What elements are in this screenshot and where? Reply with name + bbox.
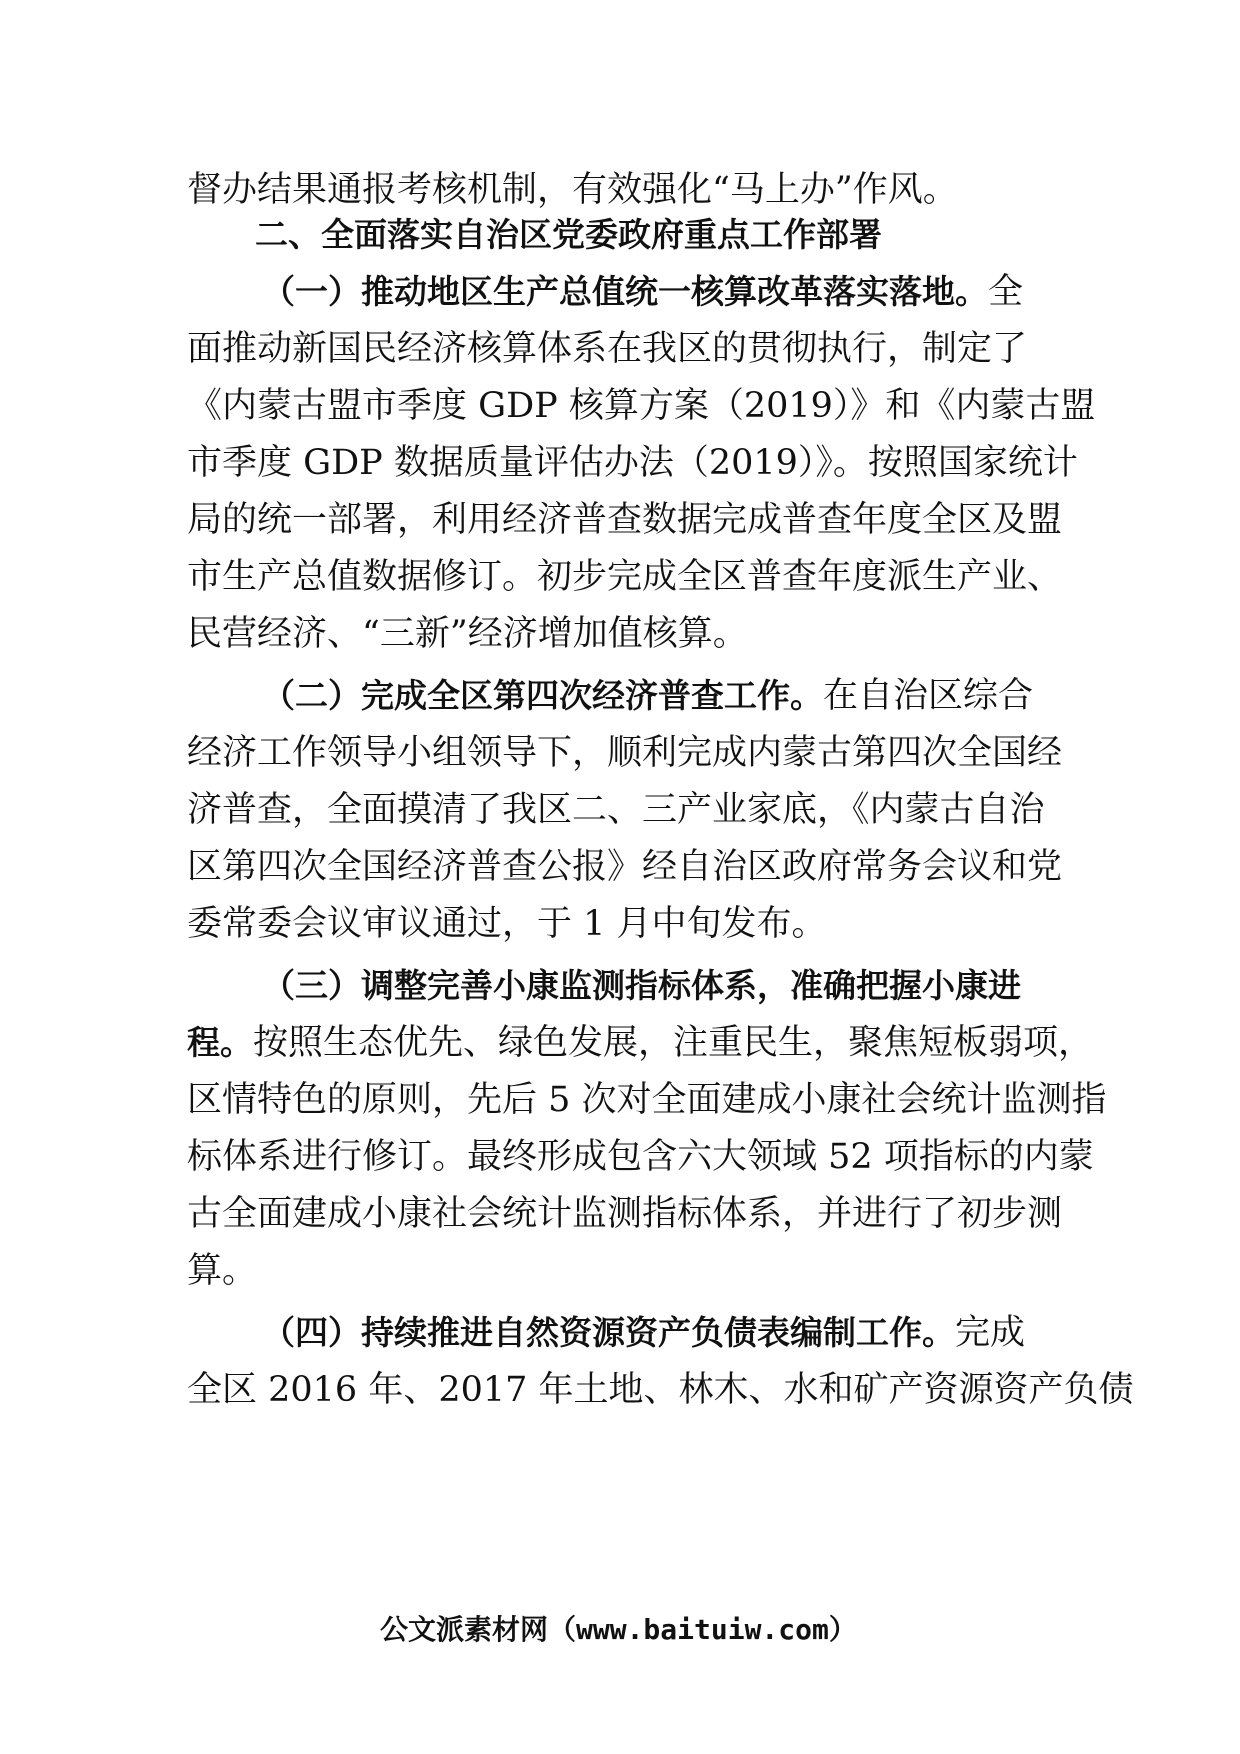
paragraph-line: 民营经济、“三新”经济增加值核算。 xyxy=(187,614,748,654)
paragraph-line: 委常委会议审议通过，于 1 月中旬发布。 xyxy=(187,904,827,944)
subsection-3-second-line xyxy=(187,1021,1094,1065)
subsection-3-title-end: 程。 xyxy=(187,1023,253,1062)
paragraph-line: 济普查，全面摸清了我区二、三产业家底，《内蒙古自治 xyxy=(187,790,1045,830)
paragraph-line: 经济工作领导小组领导下，顺利完成内蒙古第四次全国经 xyxy=(187,733,1063,773)
paragraph-line: 区情特色的原则，先后 5 次对全面建成小康社会统计监测指 xyxy=(187,1080,1107,1120)
paragraph-line: 局的统一部署，利用经济普查数据完成普查年度全区及盟 xyxy=(187,500,1063,540)
subsection-2-title: （二）完成全区第四次经济普查工作。 xyxy=(262,676,823,715)
section-heading: 二、全面落实自治区党委政府重点工作部署 xyxy=(255,215,882,254)
paragraph-text: 全 xyxy=(988,272,1024,312)
paragraph-text: 在自治区综合 xyxy=(823,676,1034,716)
paragraph-line: 市季度 GDP 数据质量评估办法（2019）》。按照国家统计 xyxy=(187,443,1078,483)
paragraph-line: 全区 2016 年、2017 年土地、林木、水和矿产资源资产负债 xyxy=(187,1370,1134,1410)
paragraph-line: 市生产总值数据修订。初步完成全区普查年度派生产业、 xyxy=(187,557,1063,597)
paragraph-line: 标体系进行修订。最终形成包含六大领域 52 项指标的内蒙 xyxy=(187,1137,1094,1177)
paragraph-line: 区第四次全国经济普查公报》经自治区政府常务会议和党 xyxy=(187,847,1063,887)
paragraph-text: 完成 xyxy=(955,1313,1026,1353)
subsection-4-title: （四）持续推进自然资源资产负债表编制工作。 xyxy=(262,1313,955,1352)
subsection-2-first-line xyxy=(262,674,1142,718)
subsection-3-title: （三）调整完善小康监测指标体系，准确把握小康进 xyxy=(262,966,1021,1005)
subsection-1-title: （一）推动地区生产总值统一核算改革落实落地。 xyxy=(262,272,988,311)
subsection-4-first-line xyxy=(262,1311,1142,1355)
paragraph-line: 督办结果通报考核机制，有效强化“马上办”作风。 xyxy=(187,170,958,210)
paragraph-line: 古全面建成小康社会统计监测指标体系，并进行了初步测 xyxy=(187,1194,1063,1234)
subsection-1-first-line xyxy=(262,270,1142,314)
paragraph-text: 按照生态优先、绿色发展，注重民生，聚焦短板弱项， xyxy=(253,1023,1094,1063)
paragraph-line: 面推动新国民经济核算体系在我区的贯彻执行，制定了 xyxy=(187,329,1028,369)
footer-watermark: 公文派素材网（www.baituiw.com） xyxy=(380,1613,857,1646)
paragraph-line: 算。 xyxy=(187,1251,258,1291)
paragraph-line: 《内蒙古盟市季度 GDP 核算方案（2019）》和《内蒙古盟 xyxy=(187,386,1096,426)
